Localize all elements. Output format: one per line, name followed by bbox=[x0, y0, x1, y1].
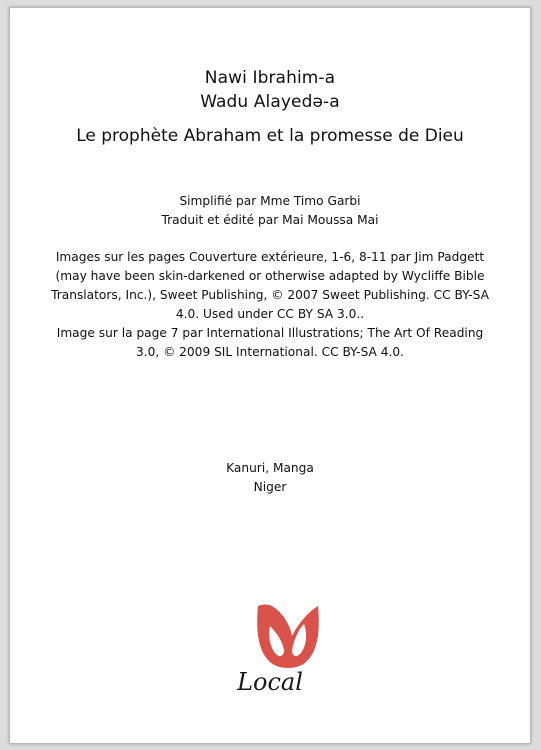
document-page bbox=[9, 7, 531, 744]
image-credits-paragraph-1: Images sur les pages Couverture extérieure, 1-6, 8-11 par Jim Padgett (may have been skin-darkened or otherwise adapted by Wycliffe Bible Translators, Inc.), Sweet Publishing, © 2007 Sweet Publishing. CC BY-SA 4.0. Used under CC BY SA 3.0.. bbox=[51, 250, 489, 321]
logo bbox=[10, 604, 530, 704]
subtitle: Le prophète Abraham et la promesse de Dieu bbox=[76, 126, 464, 146]
credits-block bbox=[10, 192, 530, 230]
language-name: Kanuri, Manga bbox=[226, 461, 314, 475]
title-line-1: Nawi Ibrahim-a bbox=[204, 68, 336, 88]
language-block bbox=[10, 459, 530, 497]
image-credits-paragraph-2: Image sur la page 7 par International Illustrations; The Art Of Reading 3.0, © 2009 SIL International. CC BY-SA 4.0. bbox=[56, 326, 484, 359]
image-credits-block bbox=[50, 248, 490, 362]
tulip-logo-icon bbox=[252, 604, 324, 674]
title-block bbox=[10, 66, 530, 148]
title-line-2: Wadu Alayedə-a bbox=[200, 92, 340, 112]
logo-wordmark: Local bbox=[237, 668, 303, 696]
country-name: Niger bbox=[253, 480, 287, 494]
simplified-by: Simplifié par Mme Timo Garbi bbox=[179, 194, 361, 208]
translated-by: Traduit et édité par Mai Moussa Mai bbox=[161, 213, 379, 227]
